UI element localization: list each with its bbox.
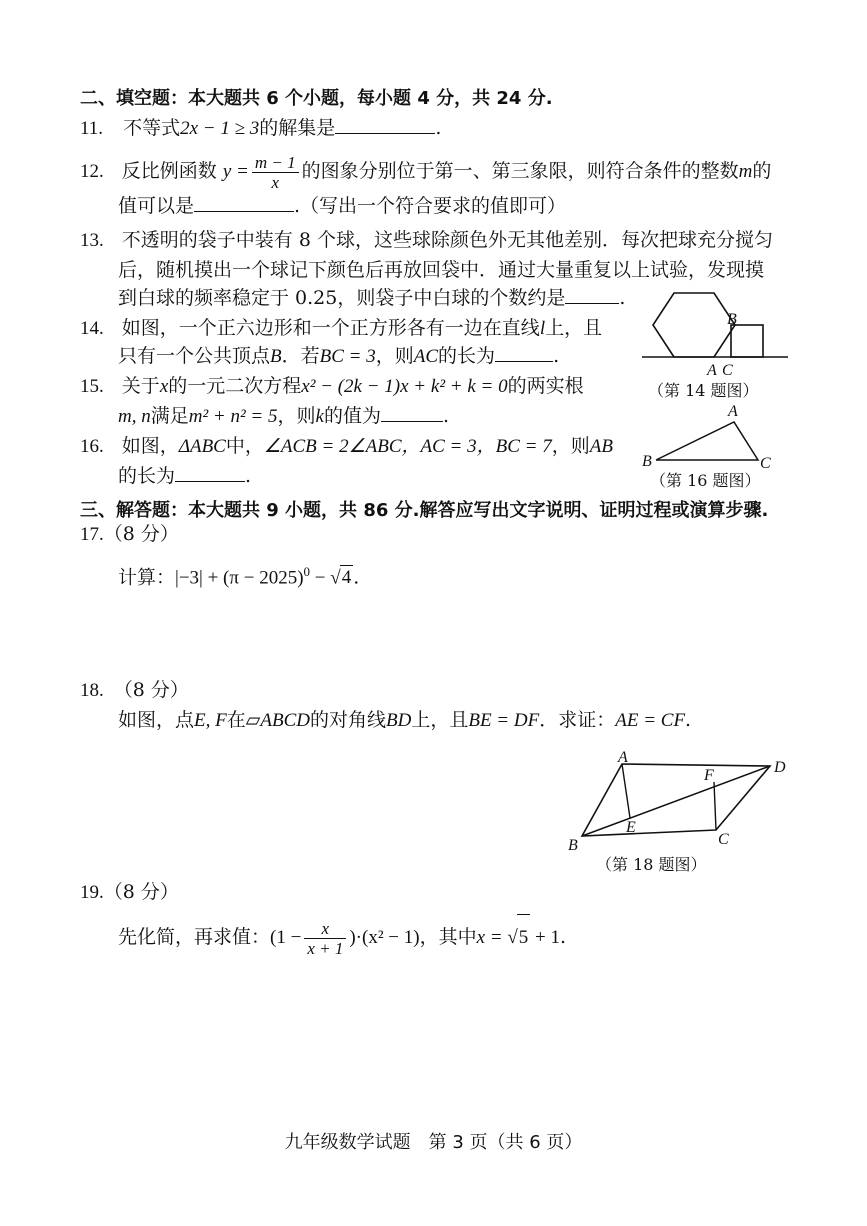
label-a: A — [728, 403, 738, 420]
question-19-header — [80, 880, 179, 905]
section-2-heading: 二、填空题：本大题共 6 个小题，每小题 4 分，共 24 分. — [80, 88, 553, 109]
answer-blank[interactable] — [495, 345, 553, 362]
figure-18-caption: （第 18 题图） — [596, 855, 707, 874]
segment-ab: AB — [589, 436, 613, 457]
question-number: 15. — [80, 376, 104, 397]
question-text: 关于 — [121, 375, 160, 397]
roots: m, n — [118, 406, 151, 427]
question-number: 17. — [80, 524, 104, 545]
sqrt-sign: √ — [507, 927, 518, 948]
question-15 — [80, 374, 584, 399]
period: . — [685, 709, 692, 731]
label-e: E — [626, 819, 636, 836]
fraction-denominator: x + 1 — [307, 938, 344, 958]
question-13 — [80, 228, 773, 253]
label-b: B — [642, 453, 652, 470]
question-text: 如图，点 — [118, 709, 195, 731]
label-c: C — [718, 831, 729, 848]
question-11 — [80, 116, 441, 141]
expression-open: (1 − — [270, 927, 302, 948]
question-text: 的两实根 — [507, 375, 584, 397]
inequality: 2x − 1 ≥ 3 — [180, 118, 260, 139]
figure-14 — [640, 292, 790, 380]
question-12 — [80, 150, 771, 192]
period: . — [353, 566, 360, 589]
question-text: .（写出一个符合要求的值即可） — [294, 195, 567, 217]
period: . — [560, 926, 567, 948]
triangle: ΔABC — [178, 436, 226, 457]
question-score: （8 分） — [103, 881, 179, 903]
question-text: 满足 — [150, 405, 189, 427]
exponent: 0 — [303, 564, 311, 579]
label-f: F — [704, 767, 714, 784]
question-text: 在 — [226, 709, 246, 731]
question-18-header — [80, 678, 189, 703]
question-text: ，其中 — [419, 926, 477, 948]
question-number: 14. — [80, 318, 104, 339]
square — [731, 325, 763, 357]
expression-close: )·(x² − 1) — [349, 927, 420, 948]
goal: AE = CF — [615, 710, 686, 731]
condition: BC = 3 — [319, 346, 376, 367]
question-text: 计算： — [118, 566, 176, 589]
fraction — [304, 919, 346, 958]
condition: m² + n² = 5 — [188, 406, 278, 427]
label-d: D — [774, 759, 786, 776]
variable-k: k — [315, 406, 324, 427]
segment-ae — [622, 764, 630, 818]
question-text: 的 — [752, 160, 772, 182]
triangle-abc — [656, 422, 758, 460]
period: . — [553, 345, 560, 367]
question-14 — [80, 316, 602, 341]
period: . — [435, 117, 442, 139]
parallelogram-name: ABCD — [260, 710, 310, 731]
plus-one: + 1 — [530, 927, 561, 948]
parallelogram-symbol: ▱ — [245, 710, 261, 731]
question-text: 的长为 — [438, 345, 496, 367]
label-c: C — [760, 455, 771, 472]
question-18 — [118, 708, 691, 733]
question-text: 中， — [225, 435, 264, 457]
question-text: 先化简，再求值： — [118, 926, 271, 948]
function-lhs: y = — [222, 161, 249, 182]
question-text: ，则 — [375, 345, 414, 367]
question-17-header — [80, 522, 179, 547]
question-text: 的值为 — [323, 405, 381, 427]
question-text: 到白球的频率稳定于 0.25，则袋子中白球的个数约是 — [118, 287, 566, 309]
answer-blank[interactable] — [175, 465, 245, 482]
segment-ac: AC — [413, 346, 439, 367]
question-text: 值可以是 — [118, 195, 195, 217]
question-19 — [118, 914, 566, 960]
period: . — [442, 405, 450, 427]
question-text: 反比例函数 — [121, 160, 217, 182]
radicand: 5 — [517, 914, 531, 961]
question-number: 11. — [80, 118, 104, 139]
question-number: 16. — [80, 436, 104, 457]
figure-16 — [638, 398, 778, 472]
line-l: l — [539, 318, 546, 339]
question-text: ，则 — [277, 405, 316, 427]
sqrt-sign: √ — [330, 567, 341, 589]
diagonal-bd: BD — [386, 710, 412, 731]
question-text: 不等式 — [123, 117, 181, 139]
variable-x: x — [159, 376, 169, 397]
question-text: 的长为 — [118, 465, 176, 487]
question-12-line-2 — [118, 194, 566, 218]
answer-blank[interactable] — [335, 117, 435, 134]
question-16 — [80, 434, 613, 459]
minus-sign: − — [310, 567, 331, 589]
question-text: 不透明的袋子中装有 8 个球，这些球除颜色外无其他差别．每次把球充分搅匀 — [121, 229, 773, 251]
label-a: A — [707, 362, 717, 379]
question-13-line-3 — [118, 286, 625, 310]
question-number: 19. — [80, 882, 104, 903]
hexagon — [653, 293, 735, 357]
fraction-numerator: m − 1 — [252, 153, 299, 173]
question-number: 18. — [80, 680, 104, 701]
question-score: （8 分） — [113, 679, 189, 701]
x-assign: x = — [476, 927, 508, 948]
label-a: A — [618, 749, 628, 766]
point-b: B — [270, 346, 282, 367]
question-text: 后，随机摸出一个球记下颜色后再放回袋中．通过大量重复以上试验，发现摸 — [118, 259, 765, 281]
question-text: 上，且 — [411, 709, 469, 731]
figure-14-caption: （第 14 题图） — [648, 381, 759, 400]
condition: BE = DF — [468, 710, 540, 731]
question-text: 如图，一个正六边形和一个正方形各有一边在直线 — [121, 317, 540, 339]
question-text: ．若 — [281, 345, 320, 367]
question-number: 13. — [80, 230, 104, 251]
question-text: 的对角线 — [309, 709, 386, 731]
question-text: 如图， — [121, 435, 179, 457]
question-text: ，则 — [551, 435, 590, 457]
question-text: 只有一个公共顶点 — [118, 345, 271, 367]
expression: |−3| + (π − 2025) — [175, 567, 304, 589]
diagonal-bd — [582, 766, 770, 836]
question-text: 上，且 — [545, 317, 603, 339]
label-b: B — [568, 837, 578, 852]
equation: x² − (2k − 1)x + k² + k = 0 — [301, 376, 508, 397]
period: . — [245, 465, 252, 487]
figure-18 — [562, 748, 792, 852]
fraction-numerator: x — [304, 919, 346, 939]
period: . — [619, 287, 626, 309]
question-text: 的解集是 — [259, 117, 336, 139]
section-3-heading: 三、解答题：本大题共 9 小题，共 86 分.解答应写出文字说明、证明过程或演算步骤. — [80, 500, 769, 521]
label-c: C — [722, 362, 733, 379]
question-15-line-2 — [118, 404, 449, 429]
points-ef: E, F — [194, 710, 227, 731]
question-17 — [118, 560, 359, 590]
variable-m: m — [738, 161, 753, 182]
question-16-line-2 — [118, 464, 251, 488]
question-text: 的图象分别位于第一、第三象限，则符合条件的整数 — [301, 160, 739, 182]
question-text: 的一元二次方程 — [168, 375, 302, 397]
answer-blank[interactable] — [194, 195, 294, 212]
answer-blank[interactable] — [381, 405, 443, 422]
page-footer: 九年级数学试题 第 3 页（共 6 页） — [284, 1132, 583, 1153]
segment-cf — [714, 782, 716, 830]
question-text: ．求证： — [539, 709, 616, 731]
condition: ∠ACB = 2∠ABC，AC = 3，BC = 7 — [263, 436, 552, 457]
question-14-line-2 — [118, 344, 559, 369]
radicand: 4 — [341, 567, 352, 589]
question-score: （8 分） — [103, 523, 179, 545]
figure-16-caption: （第 16 题图） — [650, 471, 761, 490]
answer-blank[interactable] — [565, 287, 619, 304]
fraction — [252, 153, 299, 192]
question-number: 12. — [80, 161, 104, 182]
label-b: B — [727, 311, 737, 328]
fraction-denominator: x — [271, 172, 280, 192]
